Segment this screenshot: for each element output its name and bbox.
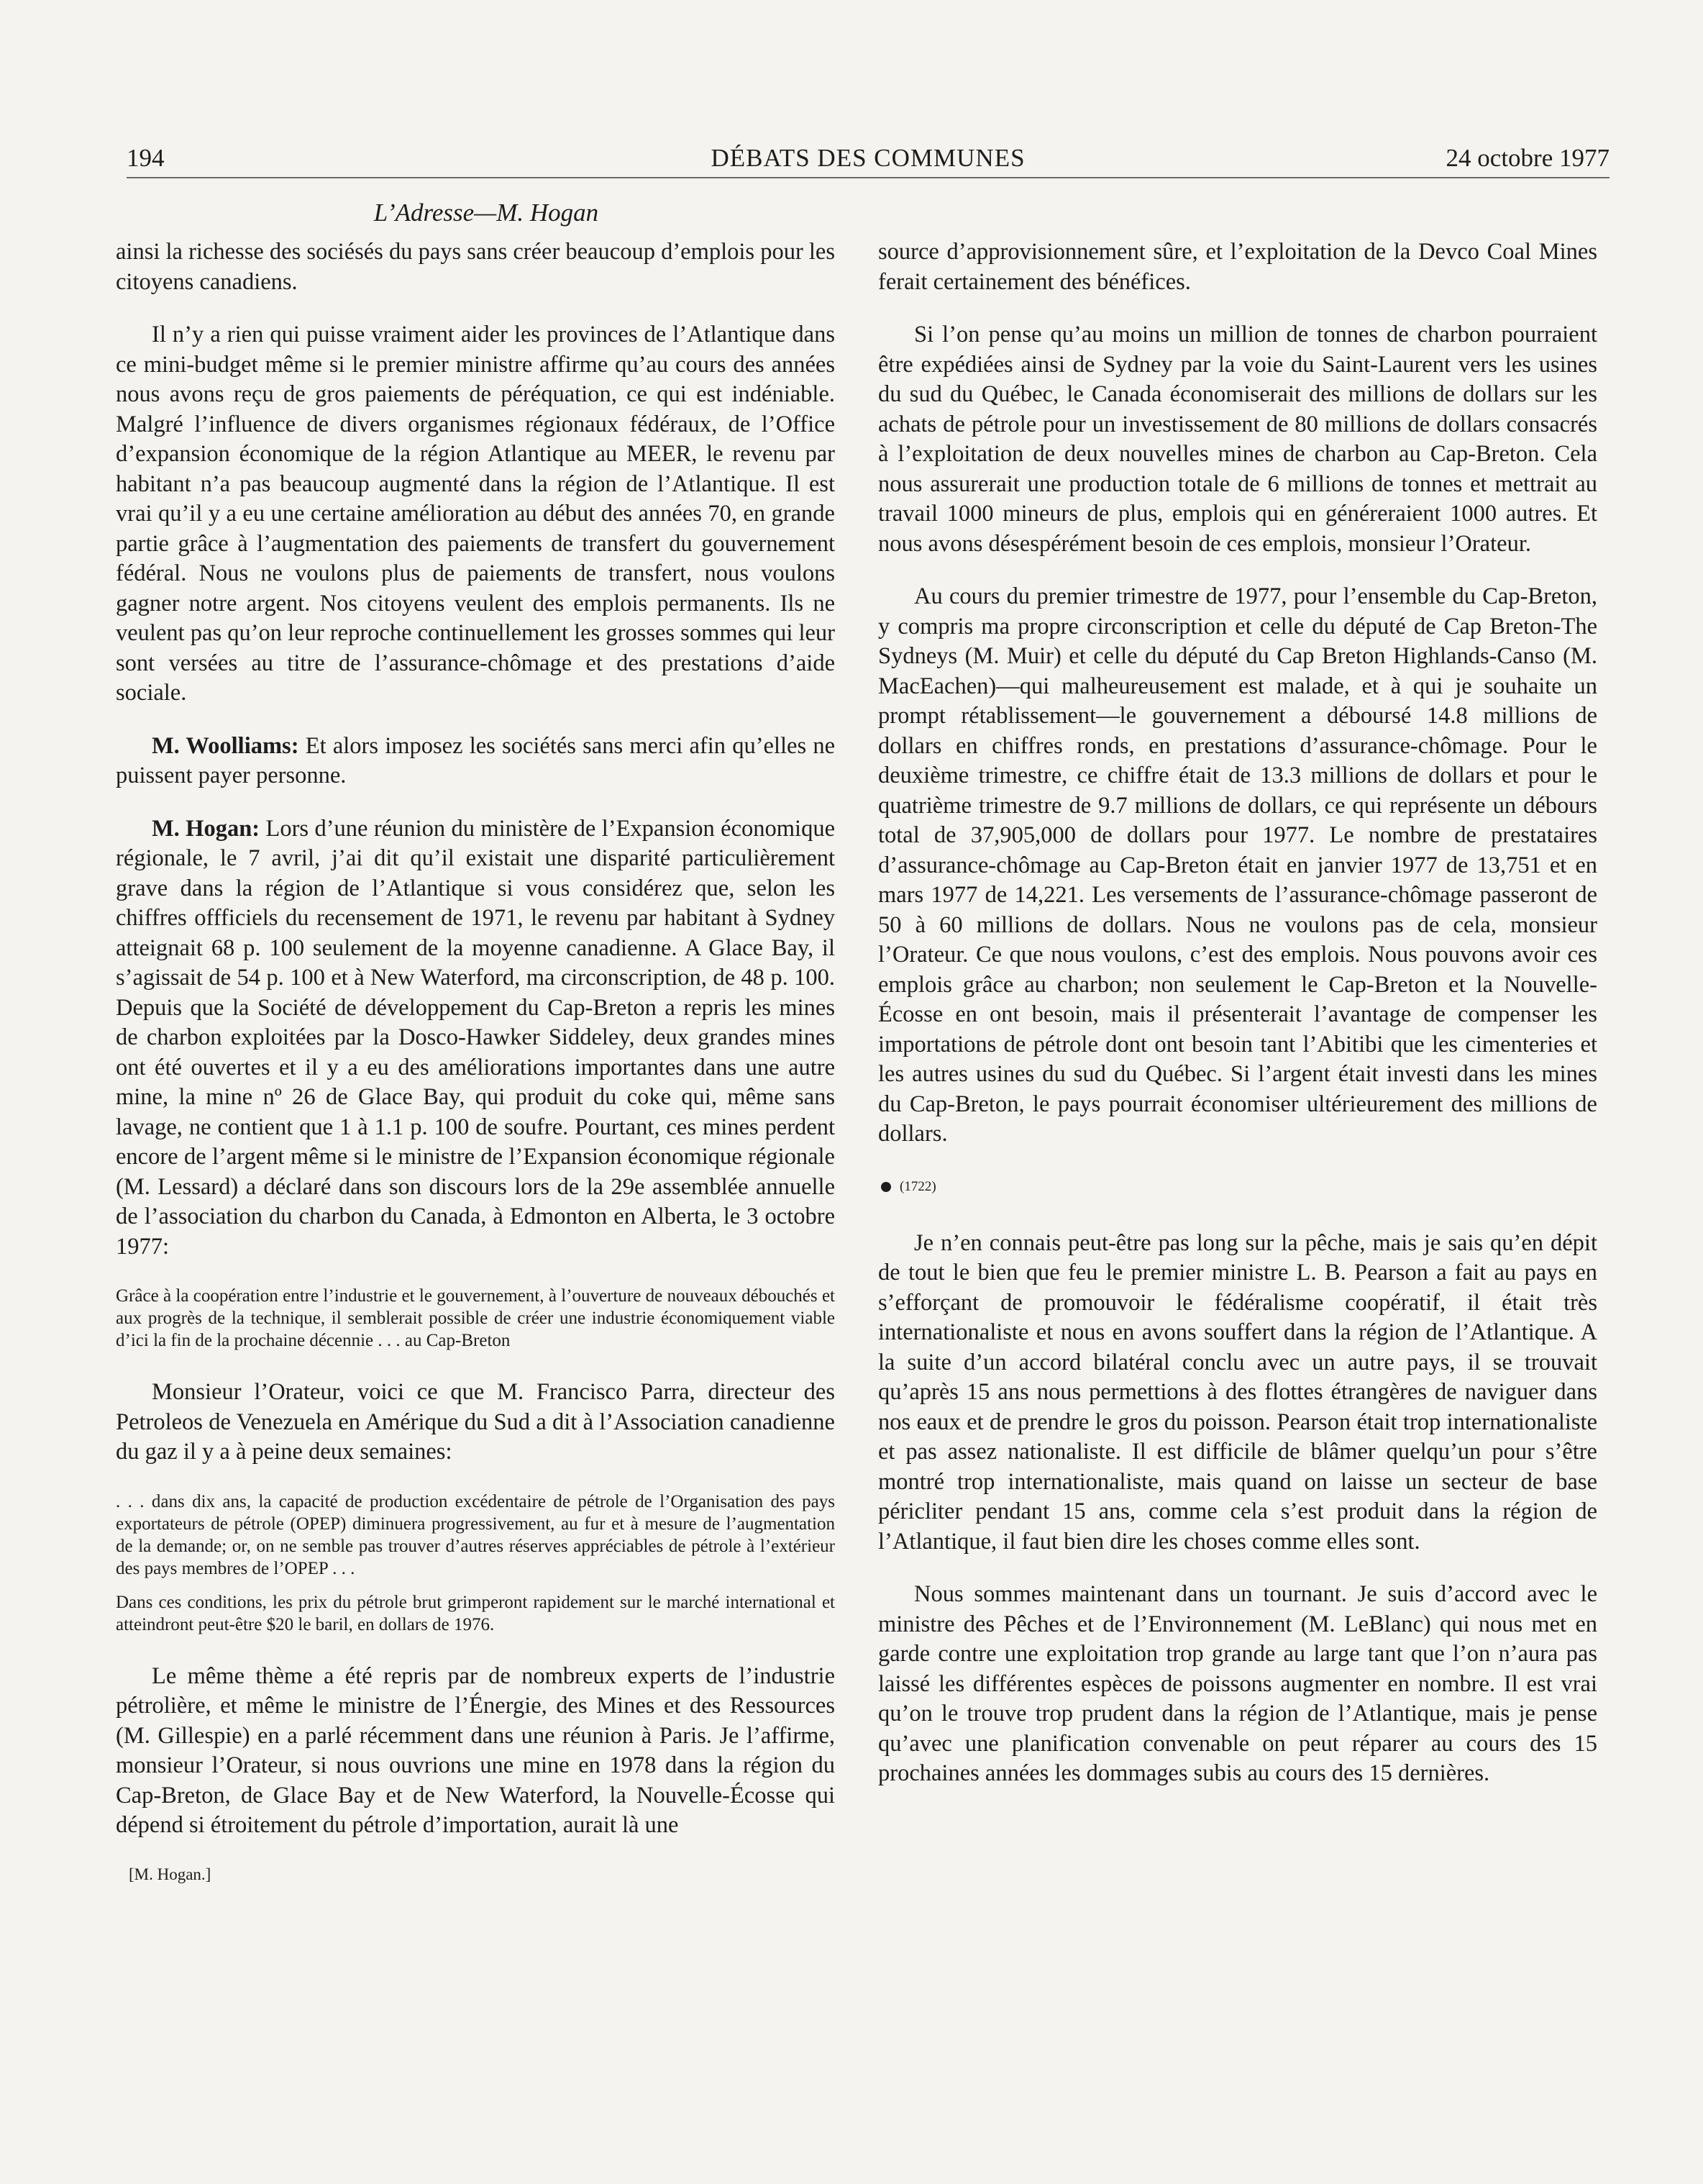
paragraph: Le même thème a été repris par de nombreux experts de l’industrie pétrolière, et même le ministre de l’Énergie, des Mines et des Ressources (M. Gillespie) en a parlé récemment dans une réunion à Paris. Je l’affirme, monsieur l’Orateur, si nous ouvrions une mine en 1978 dans la région du Cap-Breton, de Glace Bay et de New Waterford, la Nouvelle-Écosse qui dépend si étroitement du pétrole d’importation, aurait là une bbox=[116, 1662, 835, 1838]
right-column bbox=[878, 237, 1597, 1812]
speech-text: Lors d’une réunion du ministère de l’Expansion économique régionale, le 7 avril, j’ai dit qu’il existait une disparité particulièrement grave dans la région de l’Atlantique si vous considérez que, selon les chiffres offficiels du recensement de 1971, le revenu par habitant à Sydney atteignait 68 p. 100 seulement de la moyenne canadienne. A Glace Bay, il s’agissait de 54 p. 100 et à New Waterford, ma circonscription, de 48 p. 100. Depuis que la Société de développement du Cap-Breton a repris les mines de charbon exploitées par la Dosco-Hawker Siddeley, deux grandes mines ont été ouvertes et il y a eu des améliorations importantes dans une autre mine, la mine nº 26 de Glace Bay, qui produit du coke qui, même sans lavage, ne contient que 1 à 1.1 p. 100 de soufre. Pourtant, ces mines perdent encore de l’argent même si le ministre de l’Expansion économique régionale (M. Lessard) a déclaré dans son discours lors de la 29e assemblée annuelle de l’association du charbon du Canada, à Edmonton en Alberta, le 3 octobre 1977: bbox=[116, 815, 836, 1260]
bullet-icon bbox=[881, 1182, 891, 1192]
time-marker bbox=[878, 1173, 1597, 1201]
page-number: 194 bbox=[127, 144, 165, 172]
publication-title: DÉBATS DES COMMUNES bbox=[711, 144, 1026, 172]
paragraph: Au cours du premier trimestre de 1977, pour l’ensemble du Cap-Breton, y compris ma propre circonscription et celle du député de Cap Breton-The Sydneys (M. Muir) et celle du député du Cap Breton Highlands-Canso (M. MacEachen)—qui malheureusement est malade, et à qui je souhaite un prompt rétablissement—le gouvernement a déboursé 14.8 millions de dollars en chiffres ronds, en prestations d’assurance-chômage. Pour le deuxième trimestre, ce chiffre était de 13.3 millions de dollars et pour le quatrième trimestre de 9.7 millions de dollars, ce qui représente un débours total de 37,905,000 de dollars pour 1977. Le nombre de prestataires d’assurance-chômage au Cap-Breton était en janvier 1977 de 13,751 et en mars 1977 de 14,221. Les versements de l’assurance-chômage passeront de 50 à 60 millions de dollars. Nous ne voulons pas de cela, monsieur l’Orateur. Ce que nous voulons, c’est des emplois. Nous pouvons avoir ces emplois grâce au charbon; non seulement le Cap-Breton et la Nouvelle-Écosse en ont besoin, mais il présenterait l’avantage de compenser les importations de pétrole dont ont besoin tant l’Abitibi que les cimenteries et les autres usines du sud du Québec. Si l’argent était investi dans les mines du Cap-Breton, le pays pourrait économiser ultérieurement des millions de dollars. bbox=[878, 583, 1597, 1147]
paragraph bbox=[116, 814, 835, 1262]
paragraph: Monsieur l’Orateur, voici ce que M. Francisco Parra, directeur des Petroleos de Venezuela en Amérique du Sud a dit à l’Association canadienne du gaz il y a à peine deux semaines: bbox=[116, 1379, 835, 1465]
paragraph: Nous sommes maintenant dans un tournant. Je suis d’accord avec le ministre des Pêches et de l’Environnement (M. LeBlanc) qui nous met en garde contre une exploitation trop grande au large tant que l’on n’aura pas laissé les différentes espèces de poissons augmenter en nombre. Il est vrai qu’on le trouve trop prudent dans la région de l’Atlantique, mais je pense qu’avec une planification convenable on peut réparer au cours des 15 prochaines années les dommages subis au cours des 15 dernières. bbox=[878, 1581, 1597, 1786]
time-marker-text: (1722) bbox=[900, 1178, 936, 1194]
section-subhead: L’Adresse—M. Hogan bbox=[373, 199, 599, 227]
speaker-name: M. Hogan: bbox=[152, 815, 260, 842]
page-header bbox=[127, 140, 1610, 178]
block-quote: Dans ces conditions, les prix du pétrole brut grimperont rapidement sur le marché international et atteindront peut-être $20 le baril, en dollars de 1976. bbox=[116, 1592, 835, 1634]
speaker-name: M. Woolliams: bbox=[152, 732, 299, 759]
block-quote: Grâce à la coopération entre l’industrie et le gouvernement, à l’ouverture de nouveaux débouchés et aux progrès de la technique, il semblerait possible de créer une industrie économiquement viable d’ici la fin de la prochaine décennie . . . au Cap-Breton bbox=[116, 1286, 835, 1350]
left-column bbox=[116, 237, 835, 1885]
paragraph: Il n’y a rien qui puisse vraiment aider les provinces de l’Atlantique dans ce mini-budget même si le premier ministre affirme qu’au cours des années nous avons reçu de gros paiements de péréquation, ce qui est indéniable. Malgré l’influence de divers organismes régionaux fédéraux, de l’Office d’expansion économique de la région Atlantique au MEER, le revenu par habitant n’a pas beaucoup augmenté dans la région de l’Atlantique. Il est vrai qu’il y a eu une certaine amélioration au début des années 70, en grande partie grâce à l’augmentation des paiements de transfert du gouvernement fédéral. Nous ne voulons plus de paiements de transfert, nous voulons gagner notre argent. Nos citoyens veulent des emplois permanents. Ils ne veulent pas qu’on leur reproche continuellement les grosses sommes qui leur sont versées au titre de l’assurance-chômage et des prestations d’aide sociale. bbox=[116, 322, 836, 706]
page-date: 24 octobre 1977 bbox=[1446, 144, 1610, 172]
paragraph: Je n’en connais peut-être pas long sur la pêche, mais je sais qu’en dépit de tout le bien que feu le premier ministre L. B. Pearson a fait au pays en s’efforçant de promouvoir le fédéralisme coopératif, il était très internationaliste et nous en avons souffert dans la région de l’Atlantique. A la suite d’un accord bilatéral conclu avec un autre pays, il se trouvait qu’après 15 ans nous permettions à des flottes étrangères de naviguer dans nos eaux et de prendre le gros du poisson. Pearson était trop internationaliste et pas assez nationaliste. Il est difficile de blâmer quelqu’un pour s’être montré trop internationaliste, mais quand on laisse un secteur de base péricliter pendant 15 ans, comme cela s’est produit dans la région de l’Atlantique, il faut bien dire les choses comme elles sont. bbox=[878, 1229, 1597, 1555]
paragraph: ainsi la richesse des sociésés du pays sans créer beaucoup d’emplois pour les citoyens canadiens. bbox=[116, 239, 835, 295]
speaker-tag: [M. Hogan.] bbox=[129, 1865, 211, 1883]
paragraph bbox=[116, 732, 835, 791]
paragraph: source d’approvisionnement sûre, et l’exploitation de la Devco Coal Mines ferait certainement des bénéfices. bbox=[878, 239, 1597, 295]
paragraph: Si l’on pense qu’au moins un million de tonnes de charbon pourraient être expédiées ainsi de Sydney par la voie du Saint-Laurent vers les usines du sud du Québec, le Canada économiserait des millions de dollars sur les achats de pétrole pour un investissement de 80 millions de dollars consacrés à l’exploitation de deux nouvelles mines de charbon au Cap-Breton. Cela nous assurerait une production totale de 6 millions de tonnes et mettrait au travail 1000 mineurs de plus, emplois qui en généreraient 1000 autres. Et nous avons désespérément besoin de ces emplois, monsieur l’Orateur. bbox=[878, 322, 1597, 557]
speech-text: Et alors imposez les sociétés sans merci afin qu’elles ne puissent payer personne. bbox=[116, 732, 835, 788]
block-quote: . . . dans dix ans, la capacité de production excédentaire de pétrole de l’Organisation des pays exportateurs de pétrole (OPEP) diminuera progressivement, au fur et à mesure de l’augmentation de la demande; or, on ne semble pas trouver d’autres réserves appréciables de pétrole à l’extérieur des pays membres de l’OPEP . . . bbox=[116, 1491, 835, 1578]
